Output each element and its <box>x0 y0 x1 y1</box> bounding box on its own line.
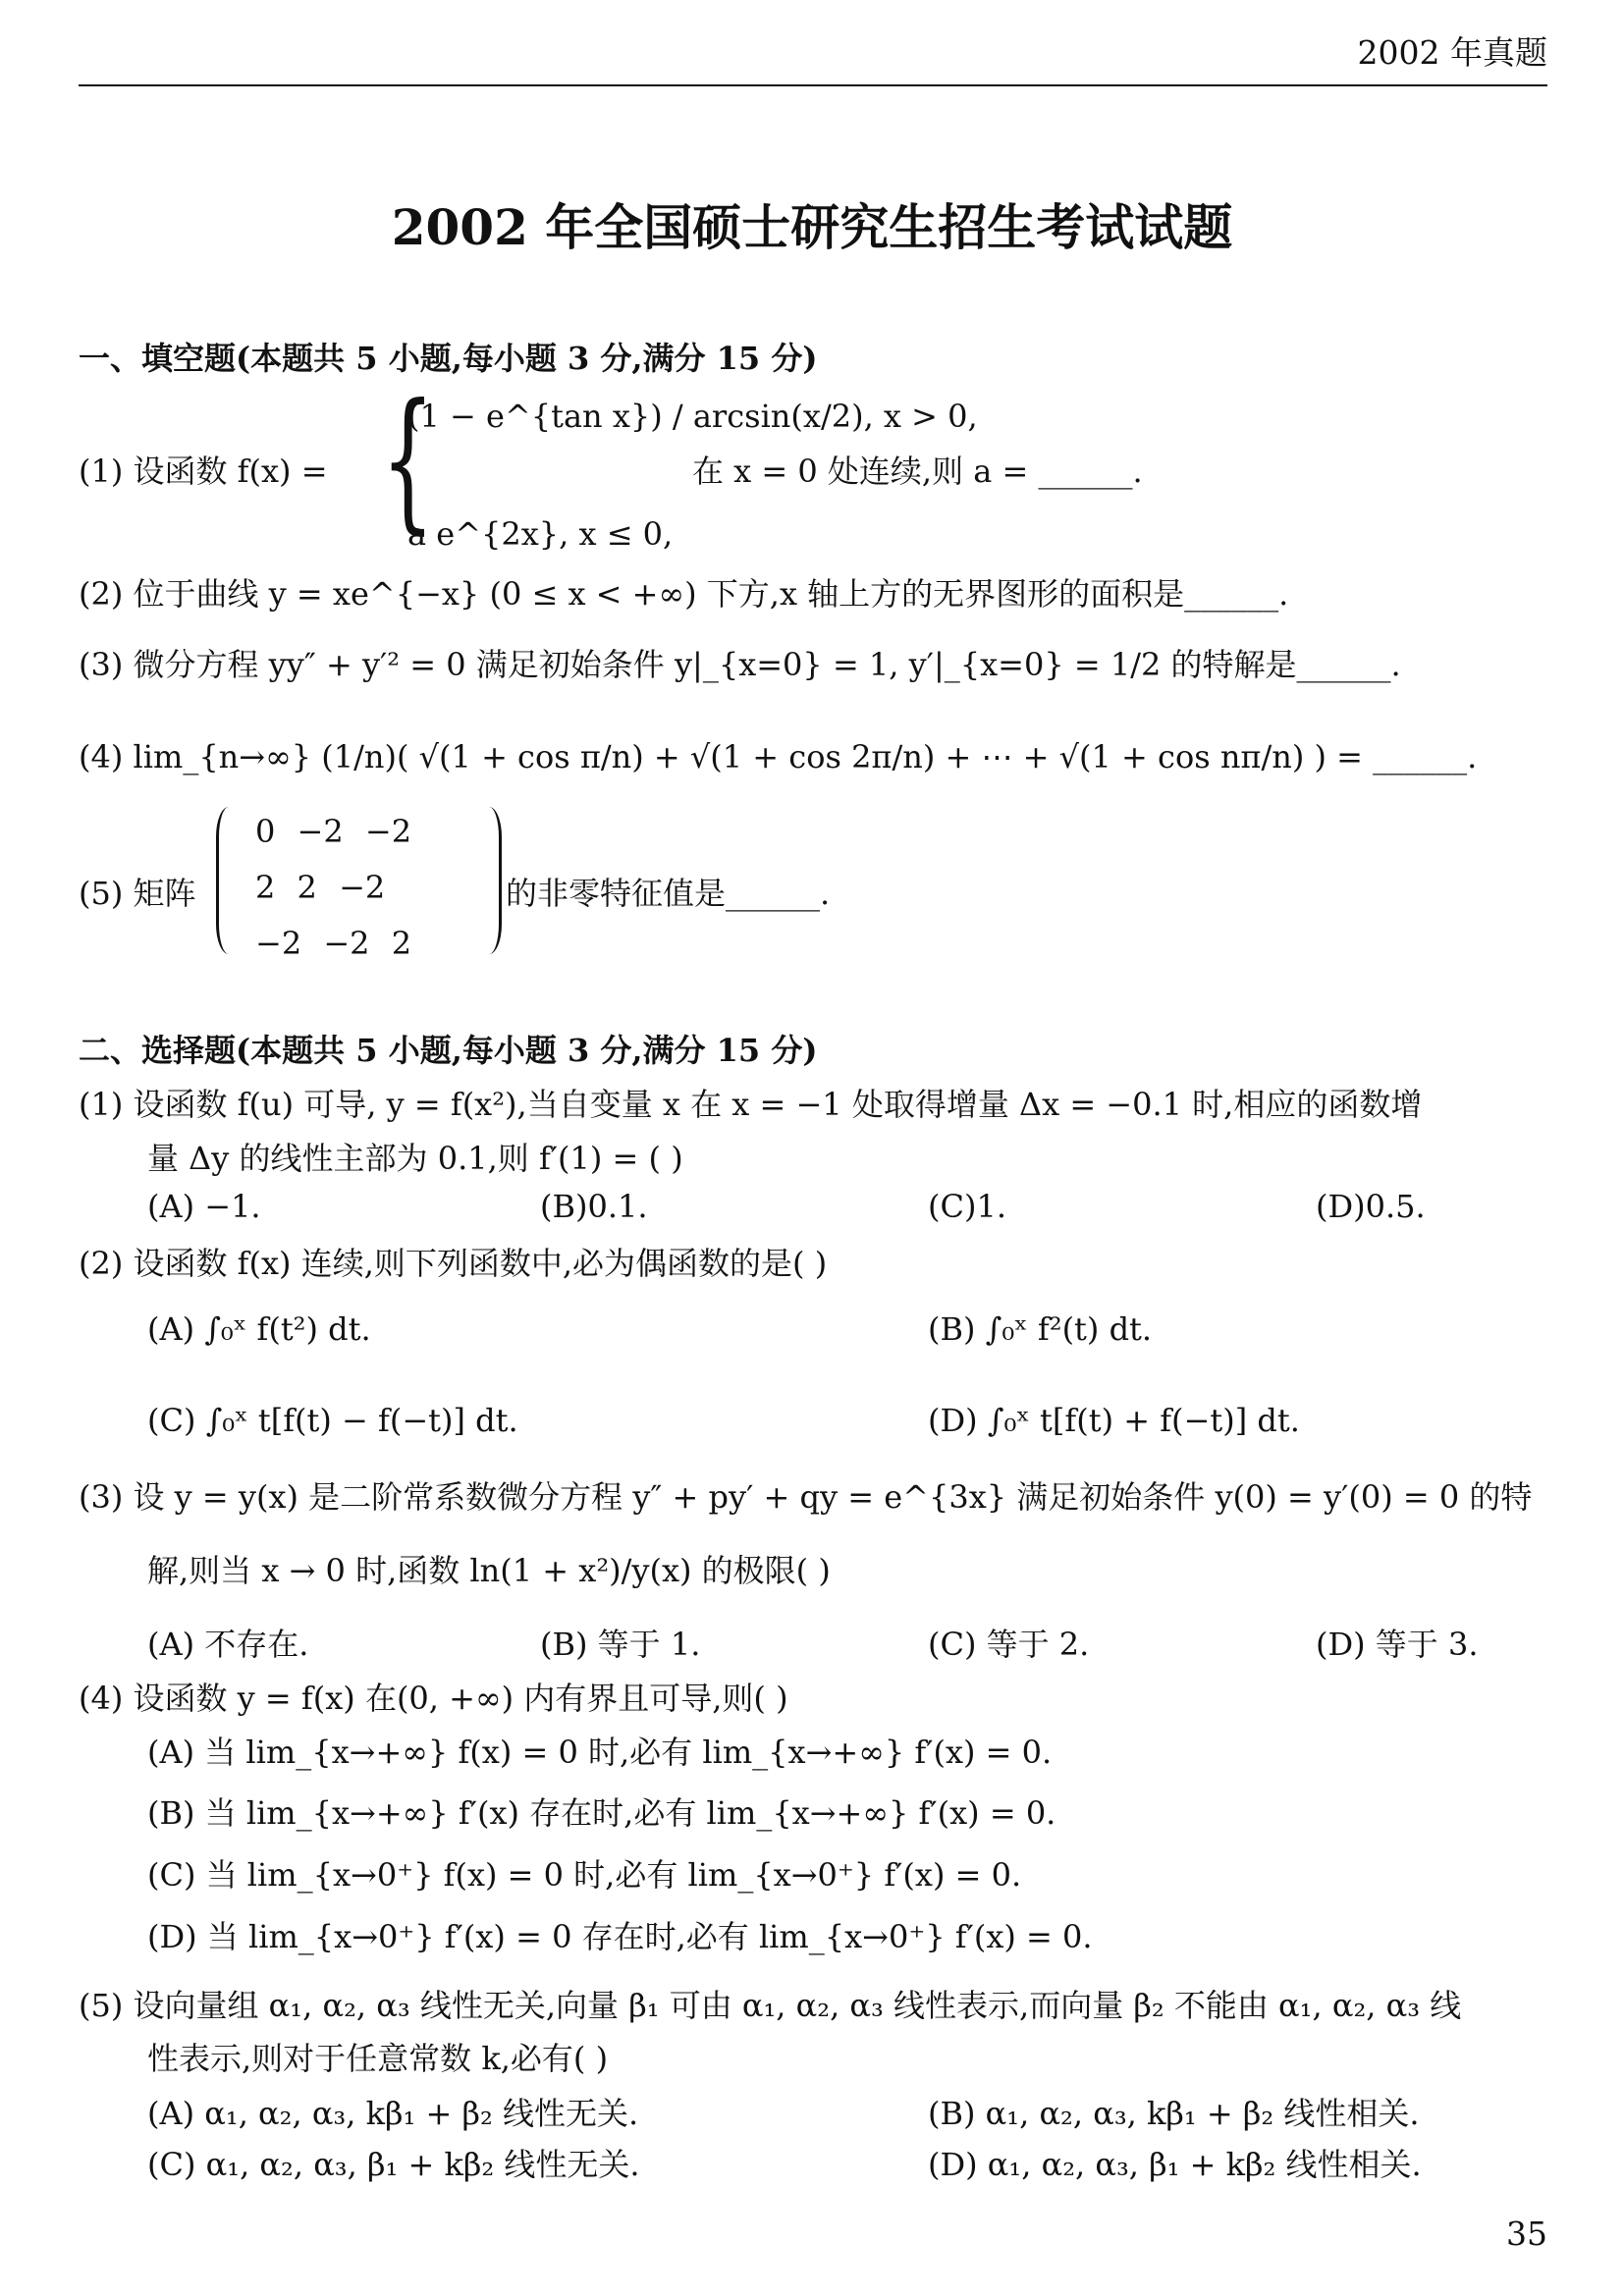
s2-q2-option-b: (B) ∫₀ˣ f²(t) dt. <box>928 1310 1153 1348</box>
matrix-right-paren <box>489 807 502 954</box>
s1-q5-prefix: (5) 矩阵 <box>79 875 196 912</box>
s1-q4: (4) lim_{n→∞} (1/n)( √(1 + cos π/n) + √(1 + cos 2π/n) + ⋯ + √(1 + cos nπ/n) ) = ______. <box>79 738 1478 775</box>
s1-q1-suffix: 在 x = 0 处连续,则 a = ______. <box>692 453 1143 490</box>
s2-q1-option-a: (A) −1. <box>147 1188 261 1225</box>
matrix-left-paren <box>216 807 229 954</box>
s2-q5-option-c: (C) α₁, α₂, α₃, β₁ + kβ₂ 线性无关. <box>147 2146 640 2183</box>
s1-q3: (3) 微分方程 yy″ + y′² = 0 满足初始条件 y|_{x=0} = 1, y′|_{x=0} = 1/2 的特解是______. <box>79 646 1401 683</box>
s2-q1-option-b: (B)0.1. <box>540 1188 648 1225</box>
s1-q1-case2: a e^{2x}, x ≤ 0, <box>407 515 674 553</box>
s1-q5-row1: 0 −2 −2 <box>255 813 412 850</box>
s2-q2-line1: (2) 设函数 f(x) 连续,则下列函数中,必为偶函数的是( ) <box>79 1245 828 1282</box>
s2-q4-line1: (4) 设函数 y = f(x) 在(0, +∞) 内有界且可导,则( ) <box>79 1680 788 1717</box>
s2-q3-option-b: (B) 等于 1. <box>540 1626 701 1663</box>
s2-q1-line2: 量 Δy 的线性主部为 0.1,则 f′(1) = ( ) <box>147 1140 683 1177</box>
s2-q3-line2: 解,则当 x → 0 时,函数 ln(1 + x²)/y(x) 的极限( ) <box>147 1552 831 1589</box>
s2-q5-option-d: (D) α₁, α₂, α₃, β₁ + kβ₂ 线性相关. <box>928 2146 1422 2183</box>
s2-q5-option-a: (A) α₁, α₂, α₃, kβ₁ + β₂ 线性无关. <box>147 2095 639 2132</box>
s2-q5-line2: 性表示,则对于任意常数 k,必有( ) <box>147 2040 609 2077</box>
s2-q2-option-c: (C) ∫₀ˣ t[f(t) − f(−t)] dt. <box>147 1402 518 1439</box>
s1-q5-row3: −2 −2 2 <box>255 925 412 962</box>
s2-q3-option-c: (C) 等于 2. <box>928 1626 1090 1663</box>
section-2-heading: 二、选择题(本题共 5 小题,每小题 3 分,满分 15 分) <box>79 1032 818 1069</box>
s2-q1-option-c: (C)1. <box>928 1188 1006 1225</box>
s2-q4-option-b: (B) 当 lim_{x→+∞} f′(x) 存在时,必有 lim_{x→+∞} f′(x) = 0. <box>147 1794 1056 1832</box>
header-rule <box>79 84 1547 86</box>
s1-q5-row2: 2 2 −2 <box>255 869 386 906</box>
page-title: 2002 年全国硕士研究生招生考试试题 <box>391 198 1233 256</box>
s2-q5-line1: (5) 设向量组 α₁, α₂, α₃ 线性无关,向量 β₁ 可由 α₁, α₂, α₃ 线性表示,而向量 β₂ 不能由 α₁, α₂, α₃ 线 <box>79 1987 1462 2024</box>
s1-q1-prefix: (1) 设函数 f(x) = <box>79 453 328 490</box>
s2-q2-option-a: (A) ∫₀ˣ f(t²) dt. <box>147 1310 371 1348</box>
s2-q1-option-d: (D)0.5. <box>1316 1188 1426 1225</box>
running-header: 2002 年真题 <box>1357 33 1547 72</box>
section-1-heading: 一、填空题(本题共 5 小题,每小题 3 分,满分 15 分) <box>79 340 818 377</box>
s2-q1-line1: (1) 设函数 f(u) 可导, y = f(x²),当自变量 x 在 x = −1 处取得增量 Δx = −0.1 时,相应的函数增 <box>79 1086 1423 1123</box>
s2-q5-option-b: (B) α₁, α₂, α₃, kβ₁ + β₂ 线性相关. <box>928 2095 1420 2132</box>
page-number: 35 <box>1506 2215 1547 2253</box>
s2-q4-option-d: (D) 当 lim_{x→0⁺} f′(x) = 0 存在时,必有 lim_{x→0⁺} f′(x) = 0. <box>147 1918 1093 1955</box>
left-brace: { <box>381 372 435 550</box>
s2-q4-option-c: (C) 当 lim_{x→0⁺} f(x) = 0 时,必有 lim_{x→0⁺} f′(x) = 0. <box>147 1856 1022 1894</box>
s2-q4-option-a: (A) 当 lim_{x→+∞} f(x) = 0 时,必有 lim_{x→+∞} f′(x) = 0. <box>147 1734 1053 1771</box>
s1-q1-case1: (1 − e^{tan x}) / arcsin(x/2), x > 0, <box>407 398 978 435</box>
s2-q3-option-a: (A) 不存在. <box>147 1626 309 1663</box>
s2-q3-line1: (3) 设 y = y(x) 是二阶常系数微分方程 y″ + py′ + qy = e^{3x} 满足初始条件 y(0) = y′(0) = 0 的特 <box>79 1478 1533 1516</box>
s2-q3-option-d: (D) 等于 3. <box>1316 1626 1479 1663</box>
s1-q2: (2) 位于曲线 y = xe^{−x} (0 ≤ x < +∞) 下方,x 轴上方的无界图形的面积是______. <box>79 575 1289 613</box>
s1-q5-suffix: 的非零特征值是______. <box>506 875 831 912</box>
s2-q2-option-d: (D) ∫₀ˣ t[f(t) + f(−t)] dt. <box>928 1402 1300 1439</box>
